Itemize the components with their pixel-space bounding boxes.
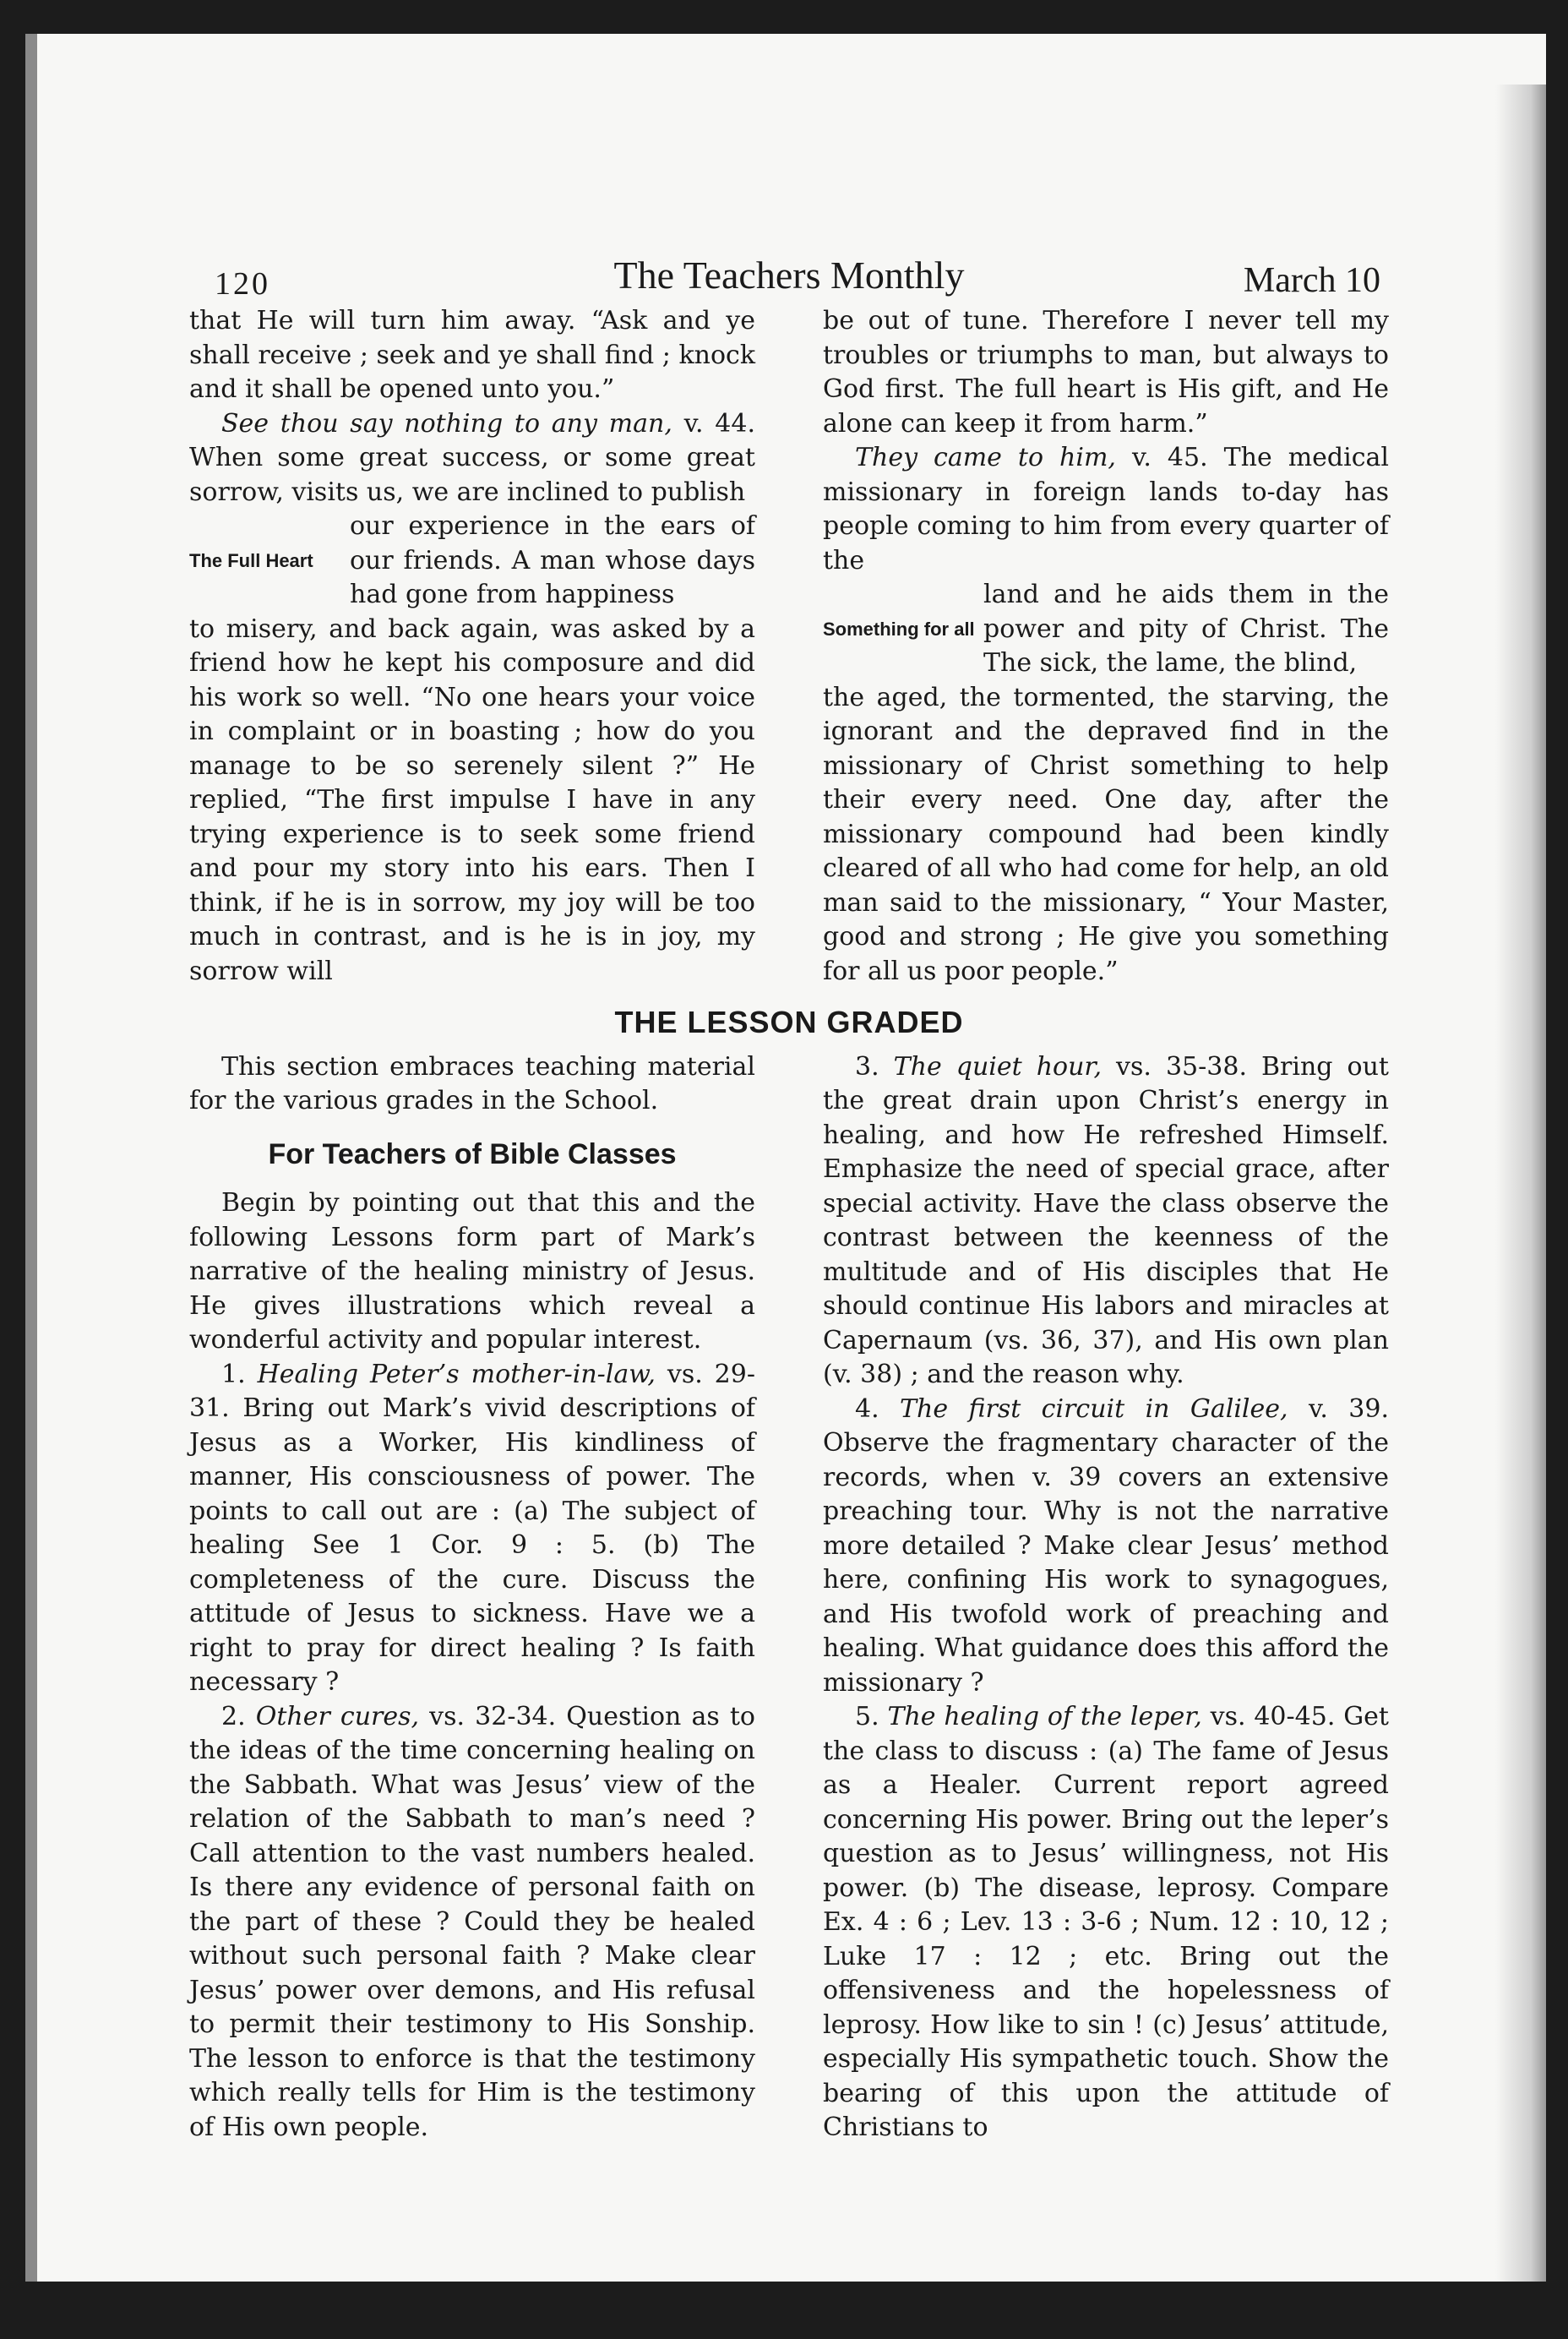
page-number: 120 [215, 266, 270, 302]
italic-reference: See thou say nothing to any man, [221, 408, 672, 439]
item-number: 4. [855, 1393, 901, 1424]
item-number: 3. [855, 1051, 894, 1082]
paragraph-text: vs. 35-38. Bring out the great drain upon Christ’s energy in healing, and how He refreshed Himself. Emphasize the need of special grace, after special activity. Have the class observe the contrast between the keenness of the multitude and of His disciples that He should continue His labors and miracles at Capernaum (vs. 36, 37), and His own plan (v. 38) ; and the reason why. [823, 1051, 1389, 1389]
paragraph-text: vs. 29-31. Bring out Mark’s vivid descriptions of Jesus as a Worker, His kindliness of manner, His consciousness of power. The points to call out are : (a) The subject of healing See 1 Cor. 9 : 5. (b) The completeness of the cure. Discuss the attitude of Jesus to sickness. Have we a right to pray for direct healing ? Is faith necessary ? [189, 1359, 755, 1697]
paragraph-text: v. 45. The medical missionary in foreign lands to-day has people coming to him from every quarter of the [823, 443, 1389, 575]
issue-date: March 10 [1243, 261, 1380, 300]
italic-reference: The first circuit in Galilee, [900, 1393, 1288, 1424]
margin-text: land and he aids them in the power and pity of Christ. The The sick, the lame, the blind, [983, 580, 1389, 678]
lesson-item-2 [189, 1700, 755, 2145]
item-number: 2. [221, 1701, 256, 1731]
paragraph-text: v. 44. When some great success, or some great sorrow, visits us, we are inclined to publish [189, 408, 755, 507]
page [25, 34, 1546, 2282]
running-head [189, 237, 1389, 304]
lesson-item-1 [189, 1358, 755, 1700]
paragraph: the aged, the tormented, the starving, the ignorant and the depraved find in the missionary of Christ something to help their every need. One day, after the missionary compound had been kindly cleared of all who had come for help, an old man said to the missionary, “ Your Master, good and strong ; He give you something for all us poor people.” [823, 682, 1389, 986]
margin-block [823, 578, 1389, 681]
italic-reference: Other cures, [255, 1701, 420, 1731]
paragraph-text: vs. 32-34. Question as to the ideas of the time concerning healing on the Sabbath. What was Jesus’ view of the relation of the Sabbath to man’s need ? Call attention to the vast numbers healed. Is there any evidence of personal faith on the part of these ? Could they be healed without such personal faith ? Make clear Jesus’ power over demons, and His refusal to permit their testimony to His Sonship. The lesson to enforce is that the testimony which really tells for Him is the testimony of His own people. [189, 1701, 755, 2142]
bottom-right-column [823, 1050, 1389, 2145]
lesson-item-3 [823, 1050, 1389, 1393]
paragraph: Begin by pointing out that this and the following Lessons form part of Mark’s narrative of the healing ministry of Jesus. He gives illustrations which reveal a wonderful activity and popular interest. [189, 1188, 755, 1355]
italic-reference: The healing of the leper, [887, 1702, 1202, 1731]
item-number: 5. [855, 1702, 888, 1731]
item-number: 1. [221, 1359, 258, 1389]
italic-reference: The quiet hour, [893, 1051, 1102, 1082]
top-right-column [823, 304, 1389, 989]
page-edge-shadow [1495, 85, 1546, 2282]
italic-reference: Healing Peter’s mother-in-law, [257, 1359, 656, 1389]
margin-note: The Full Heart [189, 549, 313, 571]
section-intro: This section embraces teaching material for the various grades in the School. [189, 1051, 755, 1115]
margin-text: our experience in the ears of our friends. A man whose days had gone from happiness [350, 511, 755, 609]
page-content [189, 237, 1389, 2145]
bottom-left-column [189, 1050, 755, 2145]
paragraph: be out of tune. Therefore I never tell my troubles or triumphs to man, but always to God first. The full heart is His gift, and He alone can keep it from harm.” [823, 306, 1389, 439]
margin-note: Something for all [823, 618, 975, 640]
paragraph-text: vs. 40-45. Get the class to discuss : (a) The fame of Jesus as a Healer. Current report agreed concerning His power. Bring out the leper’s question as to Jesus’ willingness, not His power. (b) The disease, leprosy. Compare Ex. 4 : 6 ; Lev. 13 : 3-6 ; Num. 12 : 10, 12 ; Luke 17 : 12 ; etc. Bring out the offensiveness and the hopelessness of leprosy. How like to sin ! (c) Jesus’ attitude, especially His sympathetic touch. Show the bearing of this upon the attitude of Christians to [823, 1702, 1389, 2142]
italic-reference: They came to him, [855, 443, 1116, 472]
paragraph-text: v. 39. Observe the fragmentary character of the records, when v. 39 covers an extensive preaching tour. Why is not the narrative more detailed ? Make clear Jesus’ method here, confining His work to synagogues, and His twofold work of preaching and healing. What guidance does this afford the missionary ? [823, 1393, 1389, 1698]
bottom-columns [189, 1050, 1389, 2145]
journal-title: The Teachers Monthly [613, 254, 965, 297]
paragraph: to misery, and back again, was asked by a friend how he kept his composure and did his work so well. “No one hears your voice in complaint or in boasting ; how do you manage to be so serenely silent ?” He replied, “The first impulse I have in any trying experience is to seek some friend and pour my story into his ears. Then I think, if he is in sorrow, my joy will be too much in contrast, and is he is in joy, my sorrow will [189, 613, 755, 986]
paragraph: that He will turn him away. “Ask and ye shall receive ; seek and ye shall find ; knock and it shall be opened unto you.” [189, 306, 755, 404]
lesson-item-4 [823, 1393, 1389, 1701]
top-left-column [189, 304, 755, 989]
paragraph [189, 407, 755, 510]
section-title: THE LESSON GRADED [614, 1005, 964, 1039]
margin-block [189, 510, 755, 613]
top-columns [189, 304, 1389, 989]
lesson-item-5 [823, 1700, 1389, 2145]
paragraph [823, 441, 1389, 578]
subsection-title: For Teachers of Bible Classes [268, 1137, 677, 1170]
